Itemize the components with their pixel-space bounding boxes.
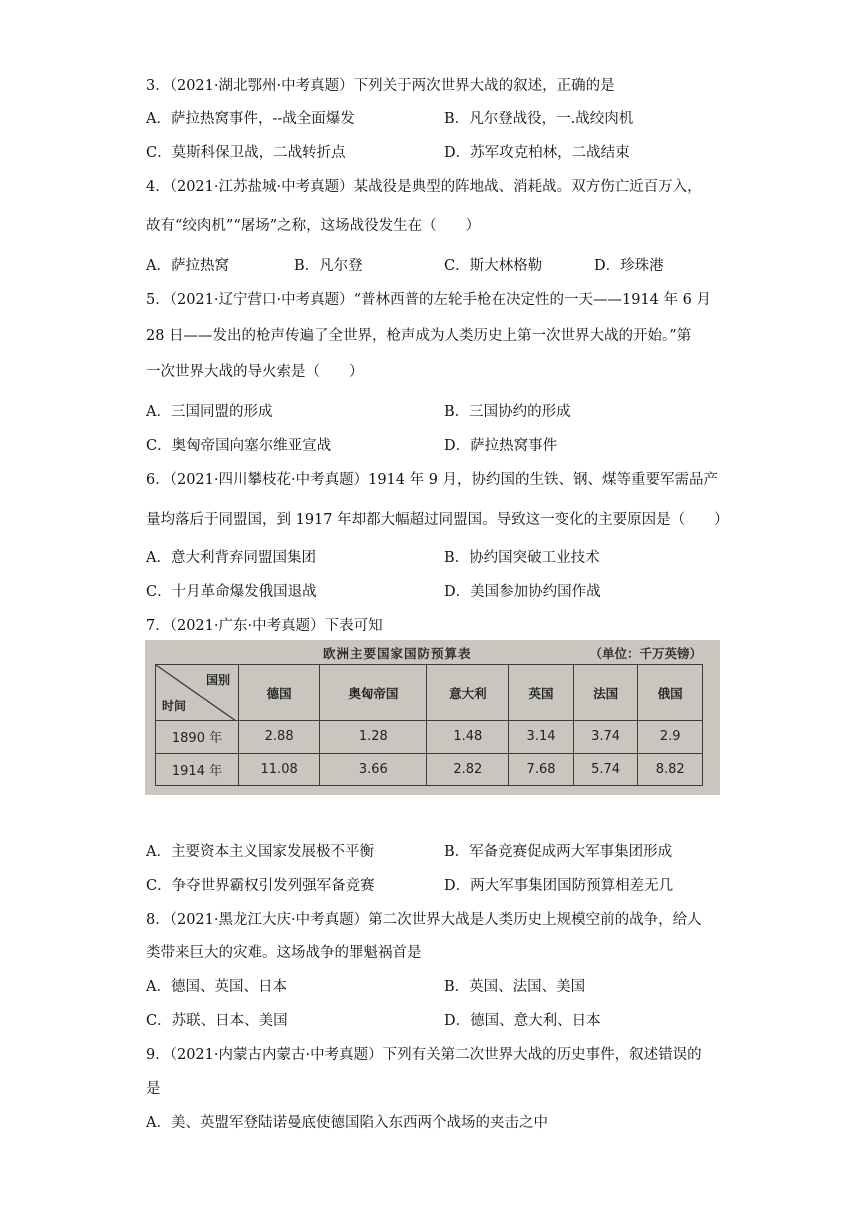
question-7-stem: 7．（2021·广东·中考真题）下表可知 <box>146 618 383 634</box>
table-corner-cell <box>156 665 239 721</box>
question-3-option-b: B．凡尔登战役，一.战绞肉机 <box>444 111 634 127</box>
question-8-option-c: C．苏联、日本、美国 <box>146 1013 288 1029</box>
question-6-stem-line-1: 6．（2021·四川攀枝花·中考真题）1914 年 9 月，协约国的生铁、钢、煤等重要军需品产 <box>146 472 719 488</box>
table-cell: 7.68 <box>509 753 574 786</box>
table-cell: 11.08 <box>239 753 320 786</box>
table-unit: （单位：千万英镑） <box>589 646 702 661</box>
question-3-option-a: A．萨拉热窝事件，--战全面爆发 <box>146 111 355 127</box>
question-6-option-a: A．意大利背弃同盟国集团 <box>146 550 316 566</box>
question-4-stem-line-1: 4．（2021·江苏盐城·中考真题）某战役是典型的阵地战、消耗战。双方伤亡近百万入， <box>146 179 702 195</box>
question-3-option-c: C．莫斯科保卫战，二战转折点 <box>146 145 346 161</box>
question-5-stem-line-2: 28 日——发出的枪声传遍了全世界，枪声成为人类历史上第一次世界大战的开始。”第 <box>146 328 692 344</box>
question-3-stem: 3．（2021·湖北鄂州·中考真题）下列关于两次世界大战的叙述，正确的是 <box>146 78 615 94</box>
question-8-option-a: A．德国、英国、日本 <box>146 979 287 995</box>
question-5-stem-line-3: 一次世界大战的导火索是（ ） <box>146 364 364 380</box>
table-cell: 2.82 <box>427 753 509 786</box>
question-4-option-b: B．凡尔登 <box>294 258 363 274</box>
corner-label-time: 时间 <box>162 699 187 713</box>
question-6-option-b: B．协约国突破工业技术 <box>444 550 600 566</box>
question-7-option-a: A．主要资本主义国家发展极不平衡 <box>146 844 374 860</box>
table-header-row <box>156 665 703 721</box>
question-4-option-c: C．斯大林格勒 <box>444 258 543 274</box>
question-7-option-b: B．军备竞赛促成两大军事集团形成 <box>444 844 673 860</box>
defense-budget-table-image <box>145 640 720 795</box>
question-9-stem-line-1: 9．（2021·内蒙古内蒙古·中考真题）下列有关第二次世界大战的历史事件，叙述错误的 <box>146 1047 702 1063</box>
table-cell: 1.48 <box>427 721 509 754</box>
question-8-stem-line-2: 类带来巨大的灾难。这场战争的罪魁祸首是 <box>146 945 422 961</box>
question-9-stem-line-2: 是 <box>146 1081 161 1097</box>
question-5-option-b: B．三国协约的形成 <box>444 404 571 420</box>
question-4-option-a: A．萨拉热窝 <box>146 258 229 274</box>
question-9-option-a: A．美、英盟军登陆诺曼底使德国陷入东西两个战场的夹击之中 <box>146 1115 548 1131</box>
table-cell: 5.74 <box>573 753 638 786</box>
table-header-cell: 法国 <box>573 665 638 721</box>
table-header-cell: 意大利 <box>427 665 509 721</box>
question-8-option-d: D．德国、意大利、日本 <box>444 1013 601 1029</box>
table-cell: 2.9 <box>638 721 703 754</box>
question-8-stem-line-1: 8．（2021·黑龙江大庆·中考真题）第二次世界大战是人类历史上规模空前的战争，给人 <box>146 912 702 928</box>
table-cell: 1.28 <box>320 721 427 754</box>
question-6-option-d: D．美国参加协约国作战 <box>444 584 601 600</box>
question-6-stem-line-2: 量均落后于同盟国，到 1917 年却都大幅超过同盟国。导致这一变化的主要原因是（ ） <box>146 512 729 528</box>
question-5-option-a: A．三国同盟的形成 <box>146 404 273 420</box>
question-5-stem-line-1: 5．（2021·辽宁营口·中考真题）“普林西普的左轮手枪在决定性的一天——1914 年 6 月 <box>146 292 711 308</box>
corner-label-country: 国别 <box>205 673 230 687</box>
table-header-cell: 俄国 <box>638 665 703 721</box>
table-cell: 2.88 <box>239 721 320 754</box>
question-4-stem-line-2: 故有“绞肉机”“屠场”之称，这场战役发生在（ ） <box>146 218 481 234</box>
question-7-option-c: C．争夺世界霸权引发列强军备竞赛 <box>146 878 375 894</box>
table-header-cell: 德国 <box>239 665 320 721</box>
question-3-option-d: D．苏军攻克柏林，二战结束 <box>444 145 630 161</box>
table-cell: 3.66 <box>320 753 427 786</box>
question-5-option-c: C．奥匈帝国向塞尔维亚宣战 <box>146 438 332 454</box>
question-7-option-d: D．两大军事集团国防预算相差无几 <box>444 878 674 894</box>
table-caption <box>145 644 720 662</box>
table-row <box>156 721 703 754</box>
table-header-cell: 奥匈帝国 <box>320 665 427 721</box>
question-5-option-d: D．萨拉热窝事件 <box>444 438 558 454</box>
table-row-year: 1890 年 <box>156 721 239 754</box>
table-header-cell: 英国 <box>509 665 574 721</box>
table-row <box>156 753 703 786</box>
question-4-option-d: D．珍珠港 <box>594 258 664 274</box>
question-6-option-c: C．十月革命爆发俄国退战 <box>146 584 317 600</box>
question-8-option-b: B．英国、法国、美国 <box>444 979 586 995</box>
table-row-year: 1914 年 <box>156 753 239 786</box>
table-cell: 3.14 <box>509 721 574 754</box>
table-cell: 8.82 <box>638 753 703 786</box>
defense-budget-table <box>155 664 703 786</box>
table-title: 欧洲主要国家国防预算表 <box>323 646 472 661</box>
table-cell: 3.74 <box>573 721 638 754</box>
